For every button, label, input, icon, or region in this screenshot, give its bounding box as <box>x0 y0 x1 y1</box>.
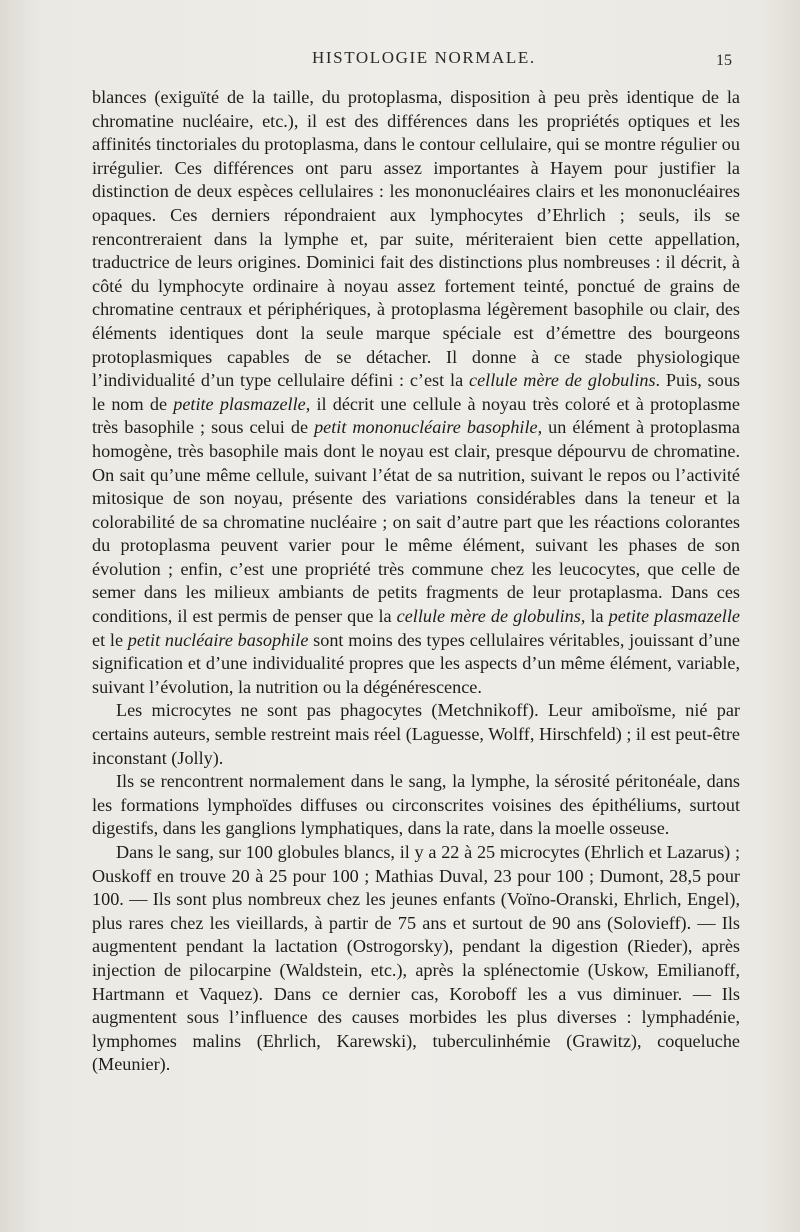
italic-term: petit mononucléaire basophile <box>314 417 538 438</box>
paragraph <box>92 699 740 770</box>
paragraph <box>92 841 740 1077</box>
italic-term: petite plasmazelle <box>608 606 740 627</box>
running-title: HISTOLOGIE NORMALE. <box>312 48 536 67</box>
page-number: 15 <box>716 52 732 69</box>
text-run: . Puis, sous le nom de <box>92 370 741 414</box>
text-run: , il décrit une cellule à noyau très coloré et à protoplasme très basophile ; sous celui de <box>92 393 740 438</box>
text-run: Les microcytes ne sont pas phagocytes (Metchnikoff). Leur amiboïsme, nié par certains auteurs, semble restreint mais réel (Laguesse, Wolff, Hirschfeld) ; il est peut-être inconstant (Jolly). <box>92 700 740 768</box>
text-run: , un élément à protoplasma homogène, très basophile mais dont le noyau est clair, presque dépourvu de chromatine. On sait qu’une même cellule, suivant l’état de sa nutrition, suivant le repos ou l’activité mitosique de son noyau, présente des variations considérables dans la teneur et la colorabilité de sa chromatine nucléaire ; on sait d’autre part que les réactions colorantes du protoplasma peuvent varier pour le même élément, suivant les phases de son évolution ; enfin, c’est une propriété très commune chez les leucocytes, que celle de semer dans les milieux ambiants de petits fragments de leur protaplasma. Dans ces conditions, il est permis de penser que la <box>92 417 741 627</box>
italic-term: cellule mère de globulins <box>396 606 581 627</box>
text-run: et le <box>92 629 128 650</box>
text-run: Dans le sang, sur 100 globules blancs, il y a 22 à 25 microcytes (Ehrlich et Lazarus) ; Ouskoff en trouve 20 à 25 pour 100 ; Mathias Duval, 23 pour 100 ; Dumont, 28,5 pour 100. — Ils sont plus nombreux chez les jeunes enfants (Voïno-Oranski, Ehrlich, Engel), plus rares chez les vieillards, à partir de 75 ans et surtout de 90 ans (Solovieff). — Ils augmentent pendant la lactation (Ostrogorsky), pendant la digestion (Rieder), après injection de pilocarpine (Waldstein, etc.), après la splénectomie (Uskow, Emilianoff, Hartmann et Vaquez). Dans ce dernier cas, Koroboff les a vus diminuer. — Ils augmentent sous l’influence des causes morbides les plus diverses : lymphadénie, lymphomes malins (Ehrlich, Karewski), tuberculinhémie (Grawitz), coqueluche (Meunier). <box>92 842 740 1075</box>
text-run: sont moins des types cellulaires véritables, jouissant d’une signification et d’une individualité propres que les aspects d’un même élément, variable, suivant l’évolution, la nutrition ou la dégénérescence. <box>92 629 740 697</box>
paragraph <box>92 770 740 841</box>
italic-term: petit nucléaire basophile <box>127 629 309 650</box>
paragraph <box>92 86 740 699</box>
body-text <box>92 86 740 1077</box>
text-run: Ils se rencontrent normalement dans le sang, la lymphe, la sérosité péritonéale, dans les formations lymphoïdes diffuses ou circonscrites voisines des épithéliums, surtout digestifs, dans les ganglions lymphatiques, dans la rate, dans la moelle osseuse. <box>92 771 740 839</box>
text-run: , la <box>580 606 609 627</box>
italic-term: cellule mère de globulins <box>469 370 656 391</box>
page-header <box>0 48 800 74</box>
text-run: blances (exiguïté de la taille, du protoplasma, disposition à peu près identique de la chromatine nucléaire, etc.), il est des différences dans les propriétés optiques et les affinités tinctoriales du protoplasma, dans le contour cellulaire, qui se montre régulier ou irrégulier. Ces différences ont paru assez importantes à Hayem pour justifier la distinction de deux espèces cellulaires : les mononucléaires clairs et les mononucléaires opaques. Ces derniers répondraient aux lymphocytes d’Ehrlich ; seuls, ils se rencontreraient dans la lymphe et, par suite, mériteraient bien cette appellation, traductrice de leurs origines. Dominici fait des distinctions plus nombreuses : il décrit, à côté du lymphocyte ordinaire à noyau assez fortement teinté, ponctué de grains de chromatine centraux et périphériques, à protoplasma légèrement basophile ou clair, des éléments identiques dont la seule marque spéciale est d’émettre des bourgeons protoplasmiques capables de se détacher. Il donne à ce stade physiologique l’individualité d’un type cellulaire défini : c’est la <box>92 87 740 391</box>
italic-term: petite plasmazelle <box>173 393 306 414</box>
